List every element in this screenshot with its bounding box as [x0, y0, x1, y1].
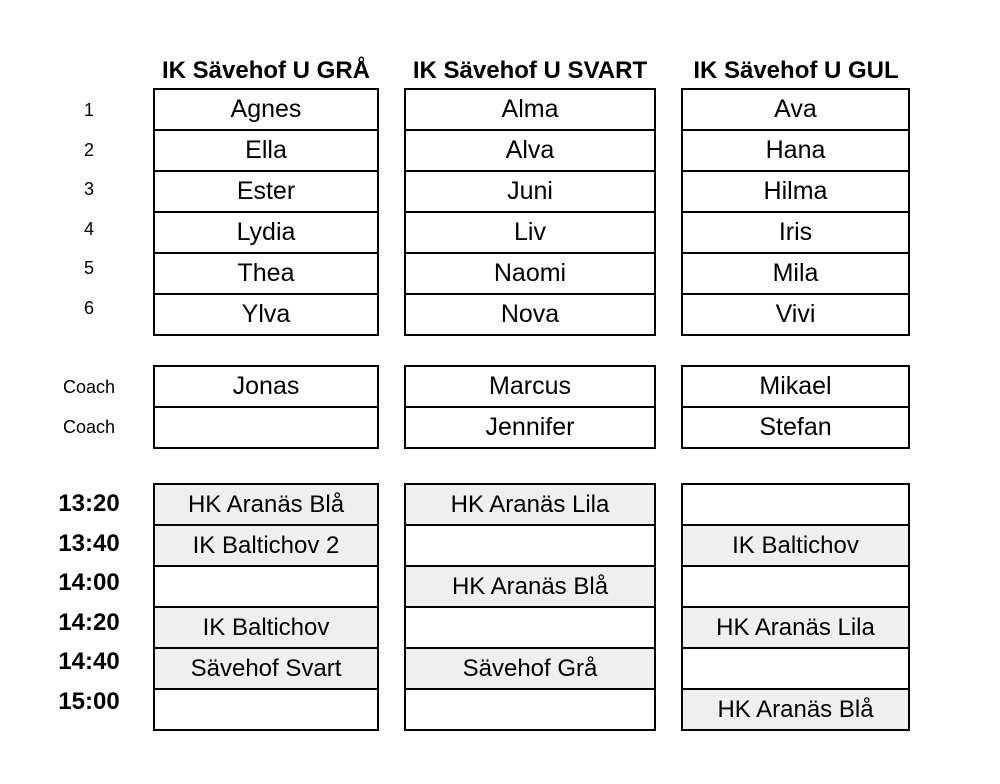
player-name: Ylva [241, 300, 291, 328]
coach-name: Stefan [759, 413, 832, 441]
coaches-box-gul [681, 365, 910, 449]
coach-label: Coach [62, 377, 116, 397]
match-time: 13:20 [58, 490, 120, 517]
coaches-box-gra [153, 365, 379, 449]
players-box-gul [681, 88, 910, 336]
player-name: Lydia [155, 213, 377, 254]
coach-name: Marcus [406, 367, 654, 408]
match-opponent: IK Baltichov 2 [155, 526, 377, 567]
player-name: Liv [406, 213, 654, 254]
team-header-svart: IK Sävehof U SVART [412, 57, 648, 84]
player-name: Naomi [406, 254, 654, 295]
match-opponent [406, 608, 654, 649]
match-opponent [683, 485, 908, 526]
players-box-svart [404, 88, 656, 336]
match-opponent: HK Aranäs Blå [155, 485, 377, 526]
player-number: 5 [83, 258, 94, 278]
player-number: 6 [83, 298, 94, 318]
player-name: Iris [683, 213, 908, 254]
coach-name [155, 408, 377, 447]
match-opponent: HK Aranäs Lila [406, 485, 654, 526]
match-opponent [683, 649, 908, 690]
match-time: 14:20 [58, 609, 120, 636]
player-name: Thea [155, 254, 377, 295]
match-opponent: HK Aranäs Lila [683, 608, 908, 649]
player-name: Ava [683, 90, 908, 131]
player-name: Alva [406, 131, 654, 172]
coach-name: Jonas [155, 367, 377, 408]
player-name: Ella [155, 131, 377, 172]
match-time: 14:00 [58, 569, 120, 596]
schedule-box-gra [153, 483, 379, 731]
player-number: 1 [83, 100, 94, 120]
match-time: 14:40 [58, 648, 120, 675]
schedule-box-svart [404, 483, 656, 731]
match-opponent: Sävehof Grå [406, 649, 654, 690]
coach-label: Coach [62, 417, 116, 437]
schedule-box-gul [681, 483, 910, 731]
player-name: Ester [155, 172, 377, 213]
player-number: 2 [83, 140, 94, 160]
match-opponent [406, 526, 654, 567]
match-time: 15:00 [58, 688, 120, 715]
match-opponent [406, 690, 654, 729]
team-header-gul: IK Sävehof U GUL [693, 57, 899, 84]
player-name: Hana [683, 131, 908, 172]
player-name: Agnes [155, 90, 377, 131]
match-opponent: HK Aranäs Blå [683, 690, 908, 729]
match-opponent: IK Baltichov [155, 608, 377, 649]
player-number: 4 [83, 219, 94, 239]
player-name: Mila [683, 254, 908, 295]
team-header-gra: IK Sävehof U GRÅ [161, 57, 371, 84]
match-opponent [155, 567, 377, 608]
match-opponent: IK Baltichov [683, 526, 908, 567]
match-opponent [155, 690, 377, 729]
coaches-box-svart [404, 365, 656, 449]
player-name: Hilma [683, 172, 908, 213]
player-name: Vivi [775, 300, 816, 328]
player-name: Alma [406, 90, 654, 131]
match-opponent: Sävehof Svart [155, 649, 377, 690]
coach-name: Mikael [683, 367, 908, 408]
player-number: 3 [83, 179, 94, 199]
match-time: 13:40 [58, 530, 120, 557]
match-opponent [683, 567, 908, 608]
player-name: Juni [406, 172, 654, 213]
coach-name: Jennifer [485, 413, 575, 441]
players-box-gra [153, 88, 379, 336]
player-name: Nova [500, 300, 560, 328]
match-opponent: HK Aranäs Blå [406, 567, 654, 608]
